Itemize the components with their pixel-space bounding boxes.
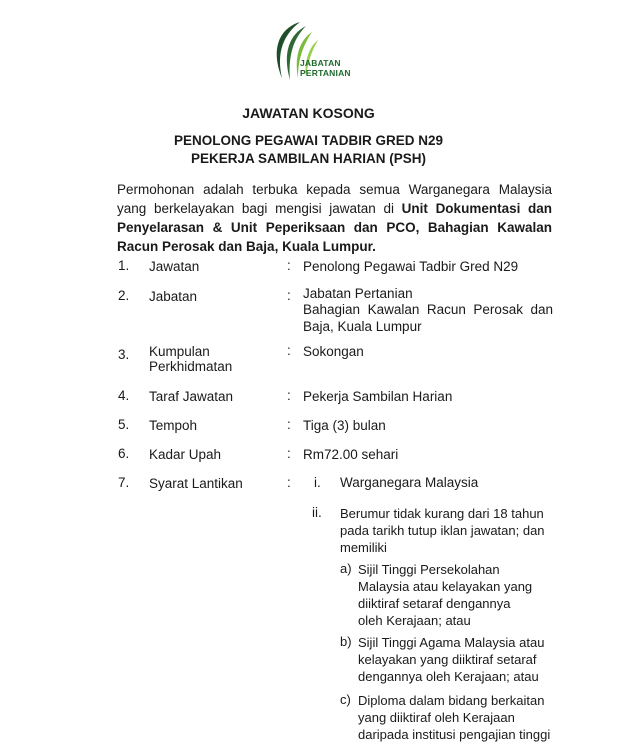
syarat-marker-i: i. [314, 475, 321, 490]
item-colon: : [287, 288, 291, 303]
item-number: 5. [118, 417, 130, 432]
intro-unit-text: Unit Dokumentasi dan Penyelarasan & Unit Peperiksaan dan PCO, Bahagian Kawalan Racun Perosak dan Baja, Kuala Lumpur. [117, 201, 552, 254]
item-colon: : [287, 446, 291, 461]
item-number: 4. [118, 388, 130, 403]
item-label-syarat: Syarat Lantikan [149, 476, 243, 491]
logo-text-line2: PERTANIAN [300, 68, 351, 78]
item-number: 3. [118, 347, 130, 362]
position-type: PEKERJA SAMBILAN HARIAN (PSH) [190, 151, 426, 166]
syarat-text-ii: Berumur tidak kurang dari 18 tahun pada tarikh tutup iklan jawatan; dan memiliki [340, 506, 545, 555]
item-label-jabatan: Jabatan [149, 289, 198, 304]
item-number: 7. [118, 475, 130, 490]
item-value-kumpulan: Sokongan [303, 344, 364, 359]
syarat-marker-ii: ii. [312, 505, 322, 520]
syarat-text-i: Warganegara Malaysia [340, 475, 479, 490]
item-value-jawatan: Penolong Pegawai Tadbir Gred N29 [303, 259, 519, 274]
item-colon: : [287, 417, 291, 432]
item-label-taraf: Taraf Jawatan [149, 389, 234, 404]
item-label-jawatan: Jawatan [149, 259, 200, 274]
syarat-marker-a: a) [340, 561, 352, 576]
item-number: 2. [118, 288, 130, 303]
item-number: 1. [118, 258, 130, 273]
item-label-tempoh: Tempoh [149, 418, 198, 433]
page-heading: JAWATAN KOSONG [242, 105, 375, 121]
jabatan-pertanian-logo [262, 18, 374, 90]
item-colon: : [287, 343, 291, 358]
syarat-marker-b: b) [340, 634, 352, 649]
logo-text-line1: JABATAN [300, 58, 341, 68]
item-colon: : [287, 475, 291, 490]
item-value-jabatan-line1: Jabatan Pertanian [303, 286, 413, 301]
intro-text: Permohonan adalah terbuka kepada semua Warganegara Malaysia yang berkelayakan bagi mengisi jawatan di [117, 182, 552, 216]
position-title: PENOLONG PEGAWAI TADBIR GRED N29 [173, 133, 444, 148]
syarat-text-b: Sijil Tinggi Agama Malaysia atau kelayakan yang diiktiraf setaraf dengannya oleh Kerajaan; atau [358, 635, 545, 684]
item-label-kumpulan-line2: Perkhidmatan [149, 359, 233, 374]
syarat-marker-c: c) [340, 692, 351, 707]
intro-paragraph [117, 180, 552, 256]
item-value-kadar: Rm72.00 sehari [303, 447, 399, 462]
item-value-taraf: Pekerja Sambilan Harian [303, 389, 453, 404]
item-label-kumpulan-line1: Kumpulan [149, 344, 210, 359]
item-label-kadar: Kadar Upah [149, 447, 222, 462]
item-colon: : [287, 258, 291, 273]
syarat-text-a: Sijil Tinggi Persekolahan Malaysia atau kelayakan yang diiktiraf setaraf dengannya oleh Kerajaan; atau [358, 562, 533, 628]
item-value-tempoh: Tiga (3) bulan [303, 418, 386, 433]
item-number: 6. [118, 446, 130, 461]
syarat-text-c: Diploma dalam bidang berkaitan yang diiktiraf oleh Kerajaan daripada institusi pengajian tinggi [358, 693, 551, 742]
leaf-emblem-icon [262, 18, 322, 90]
item-colon: : [287, 388, 291, 403]
item-value-jabatan-line2: Bahagian Kawalan Racun Perosak dan Baja, Kuala Lumpur [303, 302, 553, 334]
